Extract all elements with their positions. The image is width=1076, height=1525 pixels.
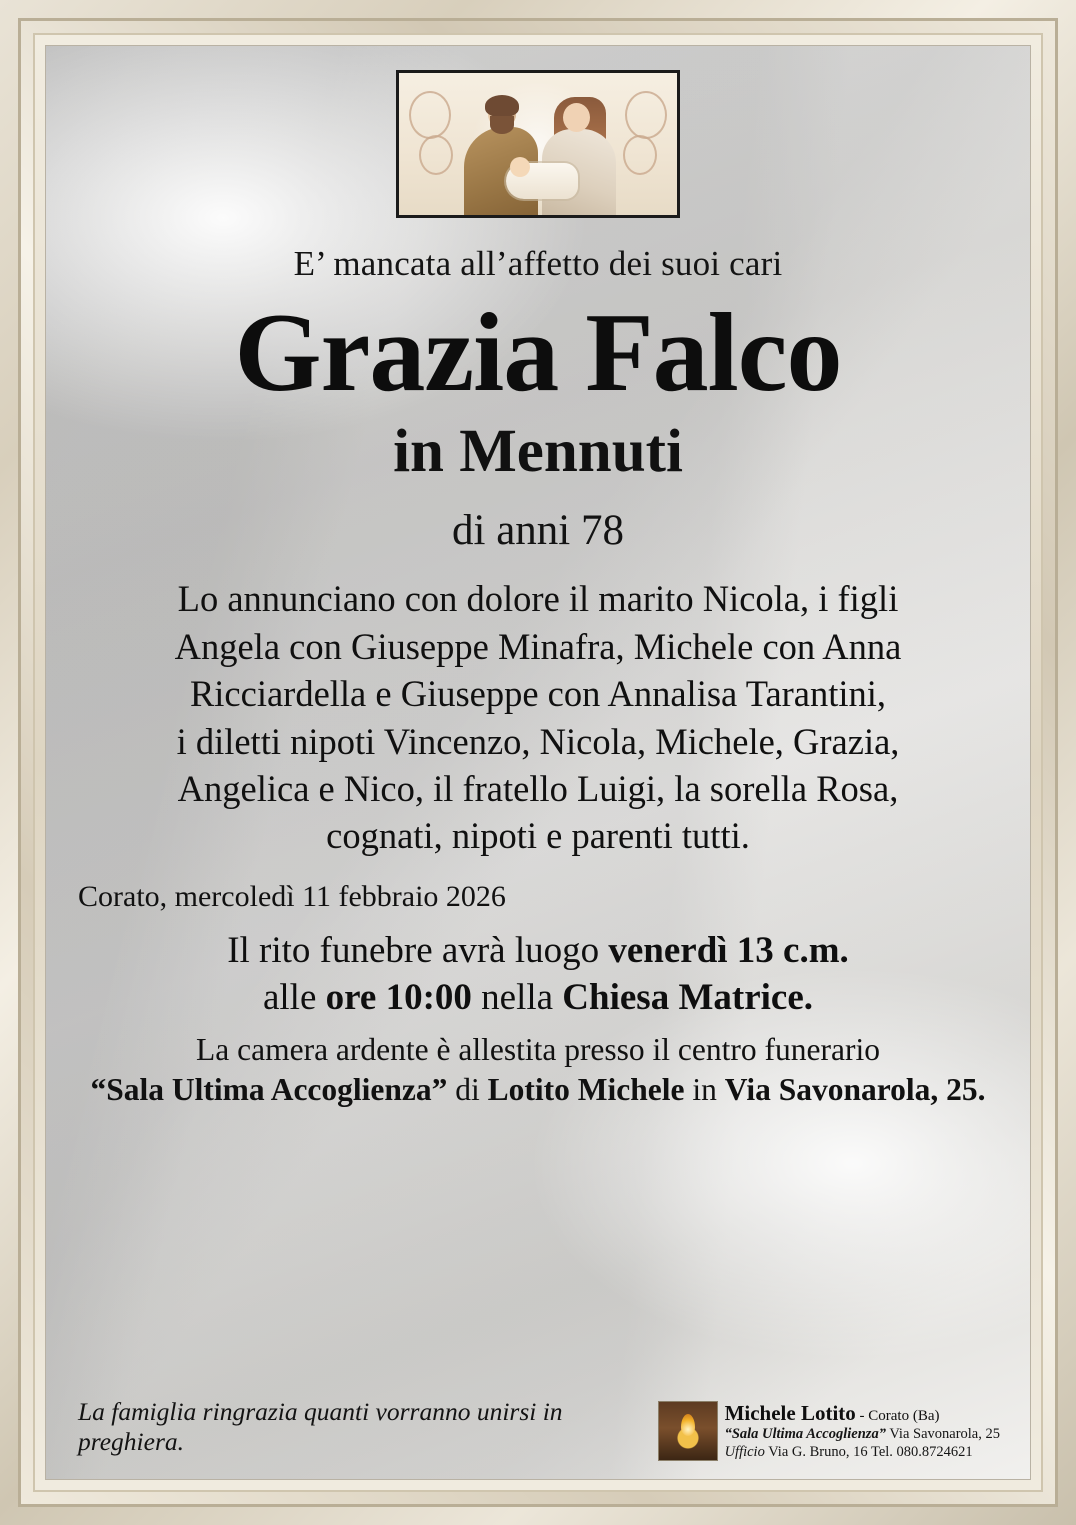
footer — [72, 1397, 1004, 1465]
floral-vine-icon — [623, 135, 657, 175]
frame-inner-band — [33, 33, 1043, 1492]
agency-office-line — [725, 1444, 1000, 1461]
chapel-line-1: La camera ardente è allestita presso il centro funerario — [196, 1032, 880, 1068]
holy-family-image — [396, 70, 680, 218]
holy-family-figures — [458, 83, 618, 215]
marble-card — [45, 45, 1031, 1480]
announcement-line: cognati, nipoti e parenti tutti. — [326, 815, 750, 857]
joseph-beard — [490, 116, 514, 134]
rite-time: ore 10:00 — [325, 976, 472, 1018]
floral-vine-icon — [625, 91, 667, 139]
frame-outer-band — [18, 18, 1058, 1507]
announcement-line: Ricciardella e Giuseppe con Annalisa Tarantini, — [189, 673, 887, 715]
announcement-line: Angela con Giuseppe Minafra, Michele con Anna — [174, 625, 902, 667]
married-name: in Mennuti — [393, 418, 683, 486]
announcement-block — [72, 575, 1004, 860]
agency-name-line — [725, 1401, 1000, 1426]
agency-hall-address: Via Savonarola, 25 — [885, 1426, 1000, 1443]
agency-hall-line — [725, 1426, 1000, 1443]
funeral-rite-block — [72, 928, 1004, 1021]
agency-name: Michele Lotito — [724, 1401, 856, 1426]
joseph-hair — [485, 95, 519, 117]
rite-line-2 — [72, 975, 1004, 1022]
agency-city: - Corato (Ba) — [855, 1408, 940, 1425]
floral-vine-icon — [409, 91, 451, 139]
intro-line: E’ mancata all’affetto dei suoi cari — [293, 244, 783, 283]
chapel-block — [72, 1030, 1004, 1111]
agency-text — [725, 1401, 1000, 1461]
chapel-hall-name: “Sala Ultima Accoglienza” — [90, 1072, 448, 1108]
announcement-line: Lo annunciano con dolore il marito Nicola, i figli — [177, 578, 899, 620]
agency-office-label: Ufficio — [724, 1443, 765, 1460]
rite-line1-prefix: Il rito funebre avrà luogo — [227, 929, 609, 971]
chapel-line-2 — [72, 1070, 1004, 1110]
chapel-mid-2: in — [684, 1072, 725, 1108]
candle-flame-logo-icon — [658, 1401, 718, 1461]
rite-line-1 — [72, 928, 1004, 975]
chapel-owner: Lotito Michele — [487, 1072, 685, 1108]
funeral-agency-block — [658, 1401, 1004, 1461]
age-line: di anni 78 — [452, 507, 624, 555]
rite-line2-middle: nella — [471, 976, 563, 1018]
chapel-address: Via Savonarola, 25. — [724, 1072, 986, 1108]
announcement-line: Angelica e Nico, il fratello Luigi, la sorella Rosa, — [177, 768, 899, 810]
deceased-name: Grazia Falco — [234, 291, 842, 415]
rite-date: venerdì 13 c.m. — [608, 929, 849, 971]
rite-line2-prefix: alle — [262, 976, 326, 1018]
agency-office-address: Via G. Bruno, 16 Tel. 080.8724621 — [764, 1443, 973, 1460]
announcement-line: i diletti nipoti Vincenzo, Nicola, Michele, Grazia, — [176, 720, 900, 762]
family-thanks-line: La famiglia ringrazia quanti vorranno unirsi in preghiera. — [78, 1397, 563, 1456]
chapel-mid-1: di — [447, 1072, 488, 1108]
flame-icon — [681, 1414, 695, 1436]
rite-church: Chiesa Matrice. — [562, 976, 813, 1018]
baby-jesus-head — [510, 157, 530, 177]
floral-vine-icon — [419, 135, 453, 175]
mary-head — [563, 103, 590, 132]
agency-hall-name: “Sala Ultima Accoglienza” — [724, 1426, 886, 1443]
place-and-date: Corato, mercoledì 11 febbraio 2026 — [78, 879, 506, 913]
